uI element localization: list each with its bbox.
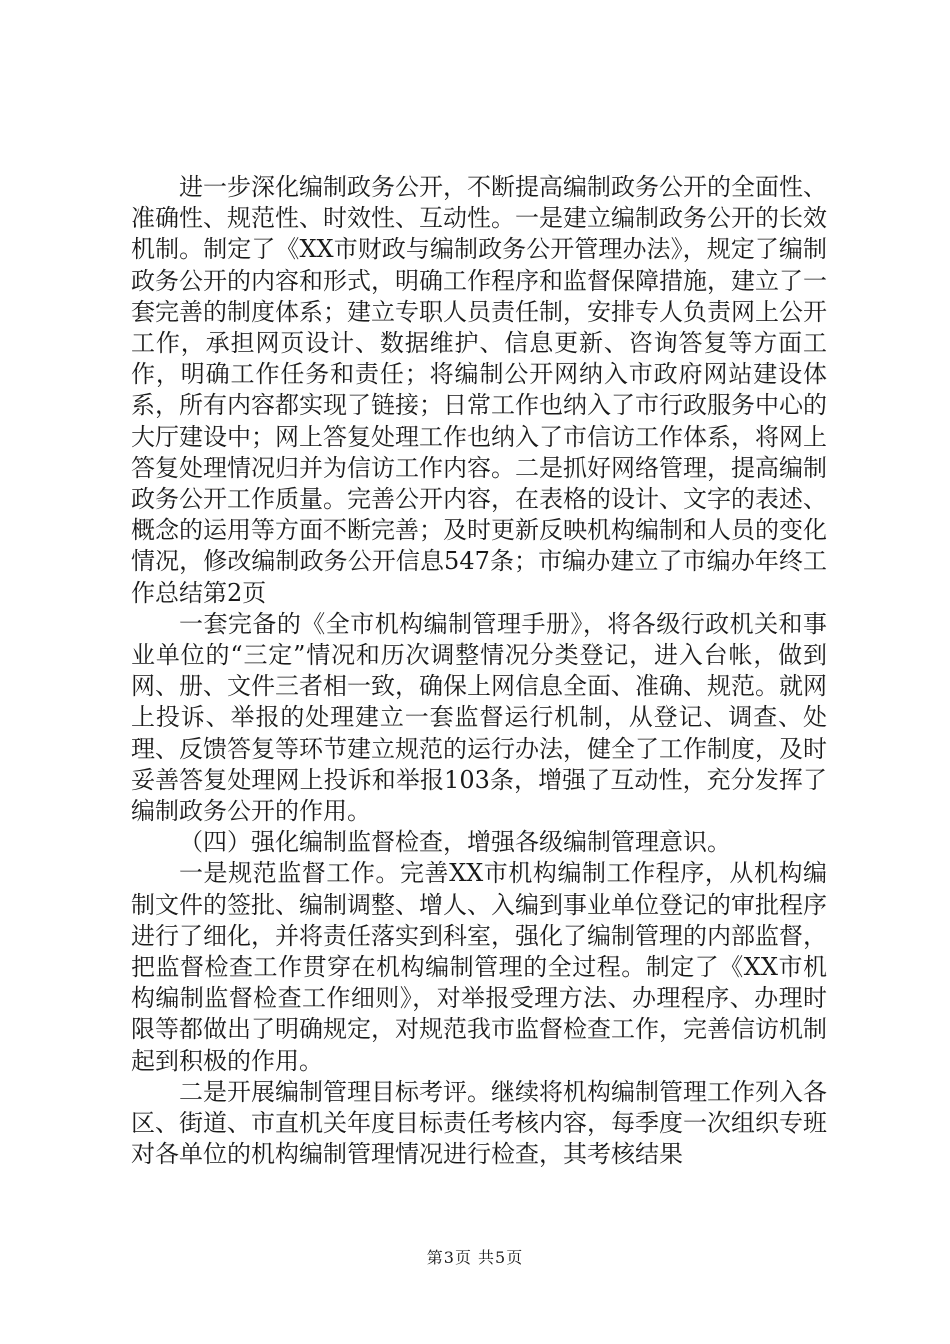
paragraph: 一套完备的《全市机构编制管理手册》，将各级行政机关和事业单位的“三定”情况和历次调整情况分类登记，进入台帐，做到网、册、文件三者相一致，确保上网信息全面、准确、规范。就网上投诉、举报的处理建立一套监督运行机制，从登记、调查、处理、反馈答复等环节建立规范的运行办法，健全了工作制度，及时妥善答复处理网上投诉和举报103条，增强了互动性，充分发挥了编制政务公开的作用。 <box>131 609 827 826</box>
paragraph: 二是开展编制管理目标考评。继续将机构编制管理工作列入各区、街道、市直机关年度目标责任考核内容，每季度一次组织专班对各单位的机构编制管理情况进行检查，其考核结果 <box>131 1077 827 1169</box>
paragraph: 进一步深化编制政务公开，不断提高编制政务公开的全面性、准确性、规范性、时效性、互动性。一是建立编制政务公开的长效机制。制定了《XX市财政与编制政务公开管理办法》，规定了编制政务公开的内容和形式，明确工作程序和监督保障措施，建立了一套完善的制度体系；建立专职人员责任制，安排专人负责网上公开工作，承担网页设计、数据维护、信息更新、咨询答复等方面工作，明确工作任务和责任；将编制公开网纳入市政府网站建设体系，所有内容都实现了链接；日常工作也纳入了市行政服务中心的大厅建设中；网上答复处理工作也纳入了市信访工作体系，将网上答复处理情况归并为信访工作内容。二是抓好网络管理，提高编制政务公开工作质量。完善公开内容，在表格的设计、文字的表述、概念的运用等方面不断完善；及时更新反映机构编制和人员的变化情况，修改编制政务公开信息547条；市编办建立了市编办年终工作总结第2页 <box>131 173 827 607</box>
document-body <box>131 172 827 1171</box>
paragraph: 一是规范监督工作。完善XX市机构编制工作程序，从机构编制文件的签批、编制调整、增人、入编到事业单位登记的审批程序进行了细化，并将责任落实到科室，强化了编制管理的内部监督，把监督检查工作贯穿在机构编制管理的全过程。制定了《XX市机构编制监督检查工作细则》，对举报受理方法、办理程序、办理时限等都做出了明确规定，对规范我市监督检查工作，完善信访机制起到积极的作用。 <box>131 859 827 1075</box>
paragraph-heading: （四）强化编制监督检查，增强各级编制管理意识。 <box>179 828 731 857</box>
page-footer: 第3页 共5页 <box>426 1248 524 1267</box>
